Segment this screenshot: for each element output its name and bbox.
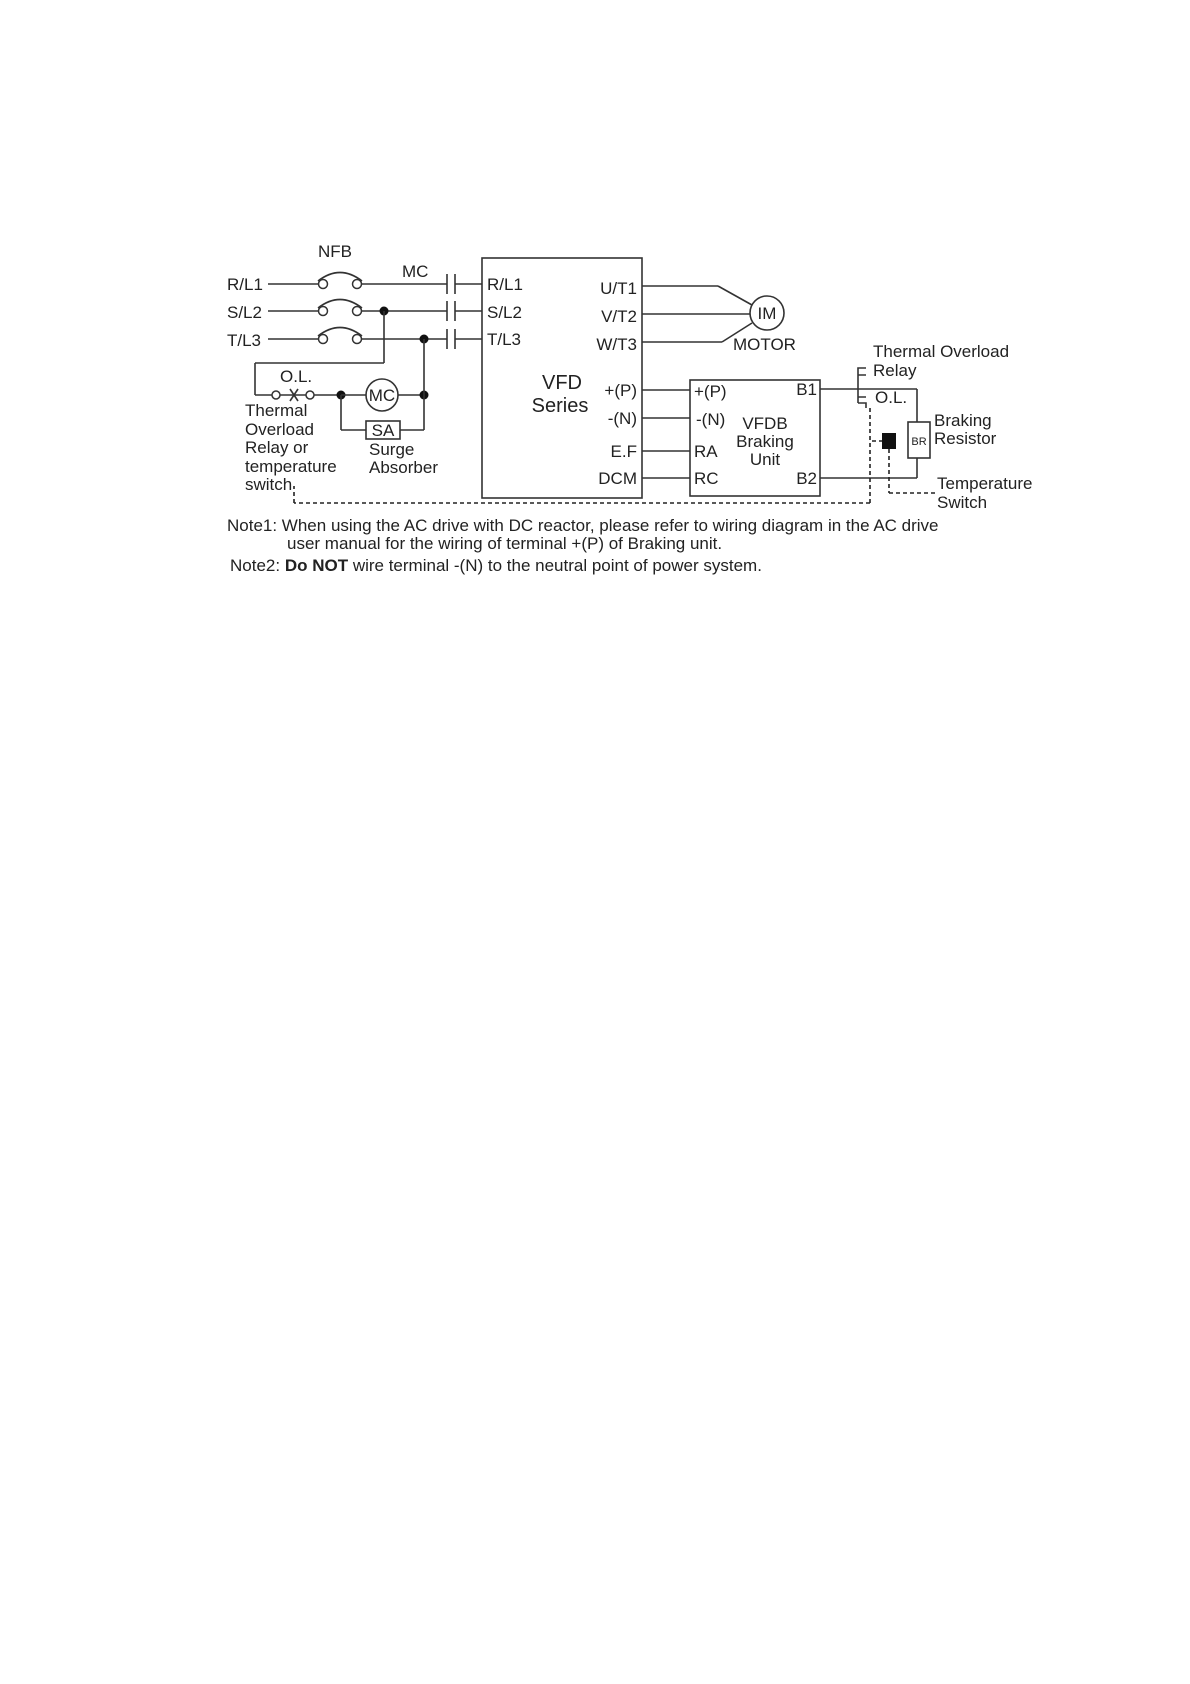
vfd-dcm-terminal: DCM xyxy=(598,469,637,488)
input-s-label: S/L2 xyxy=(227,303,262,322)
bu-n-terminal: -(N) xyxy=(696,410,726,429)
notes xyxy=(227,516,939,575)
br-label: BR xyxy=(911,436,927,448)
vfd-p-terminal: +(P) xyxy=(604,381,637,400)
vfd-drive xyxy=(482,258,642,498)
surge-line1: Surge xyxy=(369,440,415,459)
motor xyxy=(642,286,796,354)
note2-prefix: Note2: xyxy=(230,556,285,575)
vfd-v-terminal: V/T2 xyxy=(601,307,637,326)
tor-ol-label: O.L. xyxy=(875,388,908,407)
motor-label: MOTOR xyxy=(733,335,796,354)
note1-line1: Note1: When using the AC drive with DC reactor, please refer to wiring diagram in the AC drive xyxy=(227,516,939,535)
ol-contact-label: O.L. xyxy=(280,367,313,386)
vfd-s-terminal: S/L2 xyxy=(487,303,522,322)
vfd-ef-terminal: E.F xyxy=(610,442,637,461)
vfd-r-terminal: R/L1 xyxy=(487,275,523,294)
mc-coil-label: MC xyxy=(368,386,396,405)
surge-line2: Absorber xyxy=(369,458,438,477)
thermal-line4: temperature xyxy=(245,457,337,476)
vfd-title-line1: VFD xyxy=(542,372,582,394)
input-r-label: R/L1 xyxy=(227,275,263,294)
thermal-line3: Relay or xyxy=(245,438,309,457)
vfd-title-line2: Series xyxy=(531,395,589,417)
vfd-w-terminal: W/T3 xyxy=(596,335,637,354)
temp-switch-line1: Temperature xyxy=(937,474,1033,493)
nfb-label: NFB xyxy=(318,242,352,261)
im-label: IM xyxy=(757,304,777,323)
bu-title-line2: Braking xyxy=(736,432,794,451)
note1-line2: user manual for the wiring of terminal +(P) of Braking unit. xyxy=(287,534,723,553)
vfd-u-terminal: U/T1 xyxy=(600,279,637,298)
braking-resistor-circuit xyxy=(820,342,1032,512)
tor-label-line1: Thermal Overload xyxy=(873,342,1010,361)
braking-unit xyxy=(690,380,820,496)
vfd-t-terminal: T/L3 xyxy=(487,330,522,349)
note2 xyxy=(230,556,762,575)
temp-switch-line2: Switch xyxy=(937,493,988,512)
note2-bold: Do NOT xyxy=(284,556,349,575)
control-circuit xyxy=(245,307,438,495)
bu-title-line1: VFDB xyxy=(742,414,788,433)
braking-label-line2: Resistor xyxy=(934,429,997,448)
thermal-line2: Overload xyxy=(245,420,314,439)
thermal-line5: switch xyxy=(245,475,293,494)
dc-bus-wiring xyxy=(642,390,690,478)
bu-p-terminal: +(P) xyxy=(694,382,727,401)
nfb-breaker xyxy=(318,242,362,344)
note2-rest: wire terminal -(N) to the neutral point of power system. xyxy=(348,556,762,575)
sa-label: SA xyxy=(371,421,395,440)
input-lines xyxy=(227,275,447,350)
bu-rc-terminal: RC xyxy=(694,469,719,488)
bu-b1-terminal: B1 xyxy=(796,380,817,399)
mc-label: MC xyxy=(402,262,429,281)
braking-label-line1: Braking xyxy=(934,411,992,430)
thermal-line1: Thermal xyxy=(245,401,308,420)
tor-label-line2: Relay xyxy=(873,361,917,380)
bu-b2-terminal: B2 xyxy=(796,469,817,488)
vfd-n-terminal: -(N) xyxy=(607,409,637,428)
bu-ra-terminal: RA xyxy=(694,442,718,461)
mc-contactor xyxy=(402,262,482,349)
bu-title-line3: Unit xyxy=(749,450,781,469)
input-t-label: T/L3 xyxy=(227,331,262,350)
